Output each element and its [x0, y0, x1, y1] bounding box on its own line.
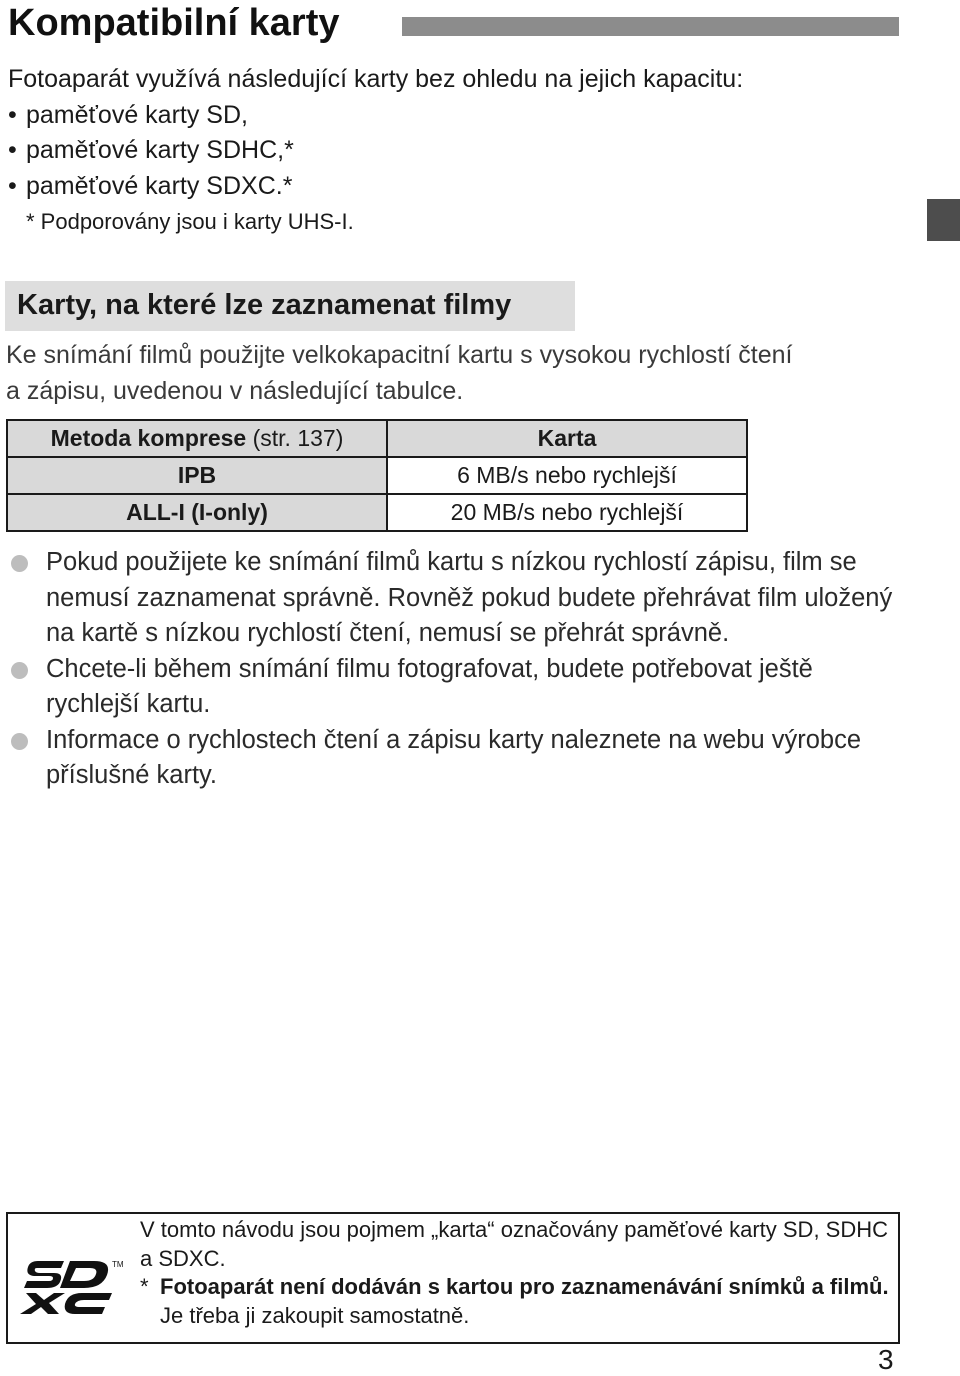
- intro-section: [8, 62, 743, 240]
- intro-lead: Fotoaparát využívá následující karty bez ohledu na jejich kapacitu:: [8, 65, 744, 93]
- page-reference: (str. 137): [252, 425, 344, 451]
- svg-text:TM: TM: [112, 1260, 124, 1269]
- list-item: Pokud použijete ke snímání filmů kartu s nízkou rychlostí zápisu, film se nemusí zaznamenat správně. Rovněž pokud budete přehrávat film uložený na kartě s nízkou rychlostí čtení, nemusí se přehrát správně.: [8, 545, 908, 652]
- note-bold: Fotoaparát není dodáván s kartou pro zaznamenávání snímků a filmů.: [160, 1274, 889, 1299]
- section-paragraph: Ke snímání filmů použijte velkokapacitní kartu s vysokou rychlostí čtení a zápisu, uvedenou v následující tabulce.: [6, 341, 793, 405]
- note-text: [140, 1216, 890, 1330]
- bullet-dot-icon: [11, 733, 28, 750]
- bullet-dot-icon: [11, 555, 28, 572]
- notes-list: [8, 545, 908, 794]
- intro-footnote: * Podporovány jsou i karty UHS-I.: [26, 209, 354, 234]
- bullet-dot-icon: [11, 662, 28, 679]
- table-header-method: Metoda komprese (str. 137): [7, 420, 387, 457]
- note-line: V tomto návodu jsou pojmem „karta“ označovány paměťové karty SD, SDHC a SDXC.: [140, 1217, 889, 1271]
- table-row: [7, 457, 747, 494]
- list-item: • paměťové karty SD,: [8, 100, 248, 129]
- page-number: 3: [878, 1344, 894, 1375]
- table-header-card: Karta: [387, 420, 747, 457]
- sdxc-logo-icon: [20, 1255, 125, 1317]
- note-warning: * Fotoaparát není dodáván s kartou pro zaznamenávání snímků a filmů. Je třeba ji zakoupit samostatně.: [140, 1274, 889, 1328]
- page-title: Kompatibilní karty: [8, 2, 340, 44]
- table-cell-method: IPB: [7, 457, 387, 494]
- table-header-row: [7, 420, 747, 457]
- list-item: Informace o rychlostech čtení a zápisu karty naleznete na webu výrobce příslušné karty.: [8, 723, 908, 794]
- card-speed-table: [6, 419, 748, 532]
- chapter-tab-marker: [927, 199, 960, 241]
- note-normal: Je třeba ji zakoupit samostatně.: [160, 1302, 470, 1328]
- table-cell-method: ALL-I (I-only): [7, 494, 387, 531]
- title-rule: [402, 17, 899, 36]
- section-heading: Karty, na které lze zaznamenat filmy: [17, 289, 512, 321]
- list-item: • paměťové karty SDXC.*: [8, 171, 293, 200]
- list-item: Chcete-li během snímání filmu fotografovat, budete potřebovat ještě rychlejší kartu.: [8, 652, 908, 723]
- list-item: • paměťové karty SDHC,*: [8, 136, 294, 164]
- table-cell-card: 6 MB/s nebo rychlejší: [387, 457, 747, 494]
- table-row: [7, 494, 747, 531]
- table-cell-card: 20 MB/s nebo rychlejší: [387, 494, 747, 531]
